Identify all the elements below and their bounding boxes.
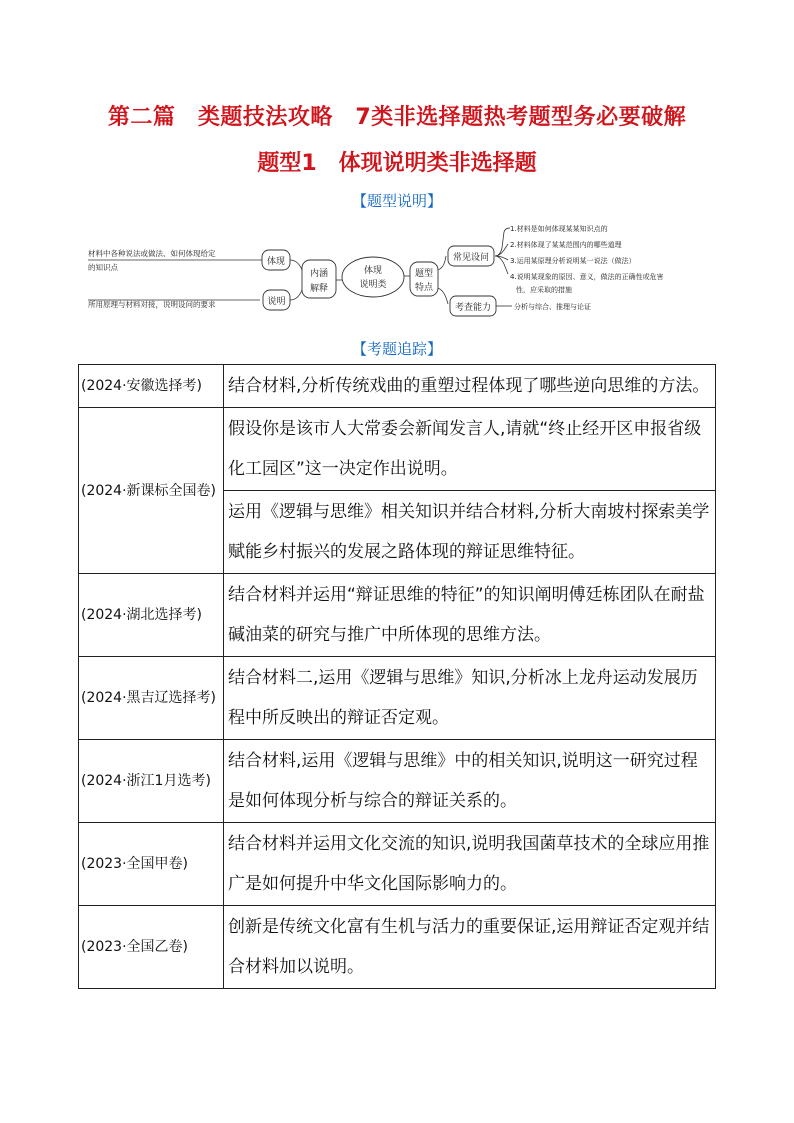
table-row (79, 365, 716, 408)
question-cell: 运用《逻辑与思维》相关知识并结合材料,分析大南坡村探索美学赋能乡村振兴的发展之路体现的辩证思维特征。 (224, 491, 716, 574)
right-item-1: 1.材料是如何体现某某知识点的 (510, 225, 608, 233)
table-row (79, 657, 716, 740)
center-oval (342, 257, 404, 297)
label-kaocha: 考查能力 (454, 303, 492, 313)
label-shuoming: 说明 (267, 297, 286, 307)
label-neihan-1: 内涵 (309, 269, 329, 279)
question-cell: 结合材料二,运用《逻辑与思维》知识,分析冰上龙舟运动发展历程中所反映出的辩证否定观。 (224, 657, 716, 740)
table-row (79, 574, 716, 657)
left-text-2: 所用原理与材料对接，说明设问的要求 (88, 300, 216, 309)
label-tedian-2: 特点 (414, 283, 434, 293)
question-cell: 结合材料,分析传统戏曲的重塑过程体现了哪些逆向思维的方法。 (224, 365, 716, 408)
label-changjian: 常见设问 (452, 253, 490, 263)
right-item-3: 3.运用某原理分析说明某一说法（做法） (510, 257, 636, 265)
source-cell: (2023·全国甲卷) (79, 823, 224, 906)
source-cell: (2024·安徽选择考) (79, 365, 224, 408)
question-cell: 结合材料并运用“辩证思维的特征”的知识阐明傅廷栋团队在耐盐碱油菜的研究与推广中所体现的思维方法。 (224, 574, 716, 657)
source-cell: (2023·全国乙卷) (79, 906, 224, 989)
exam-question-table (78, 364, 716, 989)
page-subtitle: 题型1 体现说明类非选择题 (257, 151, 537, 176)
section-type-description: 【题型说明】 (351, 192, 442, 210)
left-text-1a: 材料中各种说法或做法、如何体现给定 (88, 249, 216, 258)
right-item-4: 4.说明某现象的原因、意义，做法的正确性或危害 (510, 273, 664, 281)
question-cell: 结合材料,运用《逻辑与思维》中的相关知识,说明这一研究过程是如何体现分析与综合的辩证关系的。 (224, 740, 716, 823)
question-cell: 结合材料并运用文化交流的知识,说明我国菌草技术的全球应用推广是如何提升中华文化国际影响力的。 (224, 823, 716, 906)
table-row (79, 740, 716, 823)
ability-text: 分析与综合、推理与论证 (514, 303, 591, 311)
source-cell: (2024·湖北选择考) (79, 574, 224, 657)
label-neihan-2: 解释 (309, 284, 329, 294)
table-row (79, 823, 716, 906)
label-tixian: 体现 (266, 257, 286, 267)
right-item-2: 2.材料体现了某某范围内的哪些道理 (510, 241, 622, 249)
table-row (79, 408, 716, 491)
question-cell: 假设你是该市人大常委会新闻发言人,请就“终止经开区申报省级化工园区”这一决定作出说明。 (224, 408, 716, 491)
source-cell: (2024·黑吉辽选择考) (79, 657, 224, 740)
source-cell: (2024·浙江1月选考) (79, 740, 224, 823)
label-center-2: 说明类 (359, 280, 387, 290)
question-type-diagram (80, 218, 720, 318)
page-title: 第二篇 类题技法攻略 7类非选择题热考题型务必要破解 (107, 105, 687, 130)
label-center-1: 体现 (363, 266, 383, 276)
label-tedian-1: 题型 (414, 269, 434, 279)
right-item-5: 性，应采取的措施 (516, 286, 572, 294)
source-cell: (2024·新课标全国卷) (79, 408, 224, 574)
question-cell: 创新是传统文化富有生机与活力的重要保证,运用辩证否定观并结合材料加以说明。 (224, 906, 716, 989)
section-exam-track: 【考题追踪】 (351, 340, 442, 358)
table-row (79, 906, 716, 989)
left-text-1b: 的知识点 (88, 263, 118, 272)
